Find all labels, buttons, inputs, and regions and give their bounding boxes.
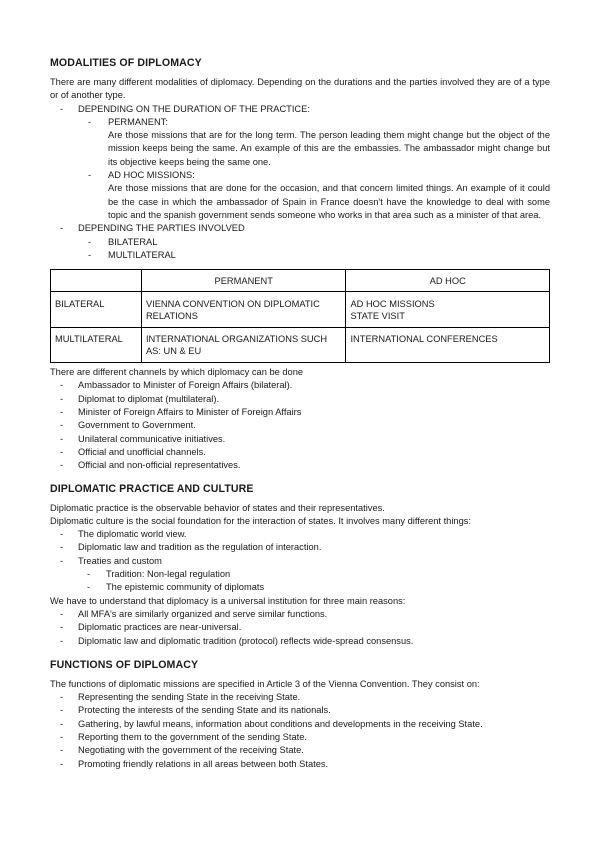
table-header-cell: AD HOC — [346, 270, 550, 292]
list-item — [78, 116, 550, 129]
list-item: - Diplomatic law and tradition as the regulation of interaction. — [50, 541, 550, 554]
list-item — [78, 169, 550, 182]
practice-line-2: Diplomatic culture is the social foundation for the interaction of states. It involves many different things: — [50, 515, 471, 526]
list-item: - Unilateral communicative initiatives. — [50, 433, 550, 446]
table-header-cell: PERMANENT — [141, 270, 346, 292]
list-item: - MULTILATERAL — [78, 249, 550, 262]
list-item: - The epistemic community of diplomats — [78, 581, 550, 594]
section-title-functions: FUNCTIONS OF DIPLOMACY — [50, 658, 199, 671]
table-cell: MULTILATERAL — [51, 328, 142, 363]
duration-heading: DEPENDING ON THE DURATION OF THE PRACTICE: — [78, 103, 310, 114]
list-item: - Minister of Foreign Affairs to Minister of Foreign Affairs — [50, 406, 550, 419]
cell-line: STATE VISIT — [350, 311, 405, 322]
cell-line: AD HOC MISSIONS — [350, 299, 435, 310]
list-item-text: Treaties and custom — [78, 555, 162, 566]
list-item: - Representing the sending State in the receiving State. — [50, 691, 550, 704]
table-cell: VIENNA CONVENTION ON DIPLOMATIC RELATIONS — [141, 292, 346, 328]
list-item: - Ambassador to Minister of Foreign Affairs (bilateral). — [50, 379, 550, 392]
list-item: - BILATERAL — [78, 236, 550, 249]
reasons-intro: We have to understand that diplomacy is a universal institution for three main reasons: — [50, 595, 406, 606]
modalities-table — [50, 269, 550, 363]
duration-sublist — [78, 116, 550, 129]
section-practice — [50, 482, 550, 648]
modalities-intro: There are many different modalities of diplomacy. Depending on the durations and the parties involved they are of a type or of another type. — [50, 77, 550, 101]
list-item: - Diplomatic practices are near-universal. — [50, 621, 550, 634]
functions-list — [50, 691, 550, 771]
parties-sublist — [78, 236, 550, 263]
reasons-list — [50, 608, 550, 648]
table-cell — [346, 328, 550, 363]
table-cell — [346, 292, 550, 328]
adhoc-label: AD HOC MISSIONS: — [108, 170, 195, 181]
list-item: - Official and non-official representatives. — [50, 459, 550, 472]
table-header-cell — [51, 270, 142, 292]
cell-line: INTERNATIONAL CONFERENCES — [350, 334, 498, 345]
channels-list — [50, 379, 550, 472]
table-cell: INTERNATIONAL ORGANIZATIONS SUCH AS: UN & EU — [141, 328, 346, 363]
list-item: - Diplomat to diplomat (multilateral). — [50, 393, 550, 406]
duration-sublist-2 — [78, 169, 550, 182]
list-item — [50, 222, 550, 262]
list-item: - All MFA's are similarly organized and serve similar functions. — [50, 608, 550, 621]
parties-heading: DEPENDING THE PARTIES INVOLVED — [78, 223, 245, 234]
list-item — [50, 103, 550, 223]
list-item — [50, 555, 550, 595]
list-item: - Promoting friendly relations in all areas between both States. — [50, 758, 550, 771]
list-item: - Government to Government. — [50, 419, 550, 432]
list-item: - Negotiating with the government of the receiving State. — [50, 744, 550, 757]
list-item: - Tradition: Non-legal regulation — [78, 568, 550, 581]
document-page — [50, 56, 550, 771]
section-functions — [50, 658, 550, 771]
list-item: - Reporting them to the government of the sending State. — [50, 731, 550, 744]
list-item: - Protecting the interests of the sending State and its nationals. — [50, 704, 550, 717]
permanent-description: Are those missions that are for the long term. The person leading them might change but the object of the mission keeps being the same. An example of this are the embassies. The ambassador might change but its objective keeps being the same one. — [108, 130, 550, 167]
adhoc-description: Are those missions that are done for the occasion, and that concern limited things. An example of it could be the case in which the ambassador of Spain in France doesn't have the knowledge to deal with some topic and the spanish government sends someone who works in that area such as a minister of that area. — [108, 183, 550, 220]
section-title-modalities: MODALITIES OF DIPLOMACY — [50, 57, 202, 69]
permanent-label: PERMANENT: — [108, 116, 168, 127]
table-cell: BILATERAL — [51, 292, 142, 328]
table-row — [51, 292, 550, 328]
culture-list — [50, 528, 550, 594]
list-item: - The diplomatic world view. — [50, 528, 550, 541]
list-item: - Official and unofficial channels. — [50, 446, 550, 459]
section-title-practice: DIPLOMATIC PRACTICE AND CULTURE — [50, 482, 254, 495]
channels-intro: There are different channels by which diplomacy can be done — [50, 367, 304, 378]
table-row — [51, 328, 550, 363]
list-item: - Gathering, by lawful means, information about conditions and developments in the receiving State. — [50, 718, 550, 731]
table-header-row — [51, 270, 550, 292]
custom-sublist — [78, 568, 550, 595]
functions-intro: The functions of diplomatic missions are specified in Article 3 of the Vienna Convention. They consist on: — [50, 678, 480, 689]
list-item: - Diplomatic law and diplomatic tradition (protocol) reflects wide-spread consensus. — [50, 635, 550, 648]
duration-list — [50, 103, 550, 263]
practice-line-1: Diplomatic practice is the observable behavior of states and their representatives. — [50, 502, 385, 513]
